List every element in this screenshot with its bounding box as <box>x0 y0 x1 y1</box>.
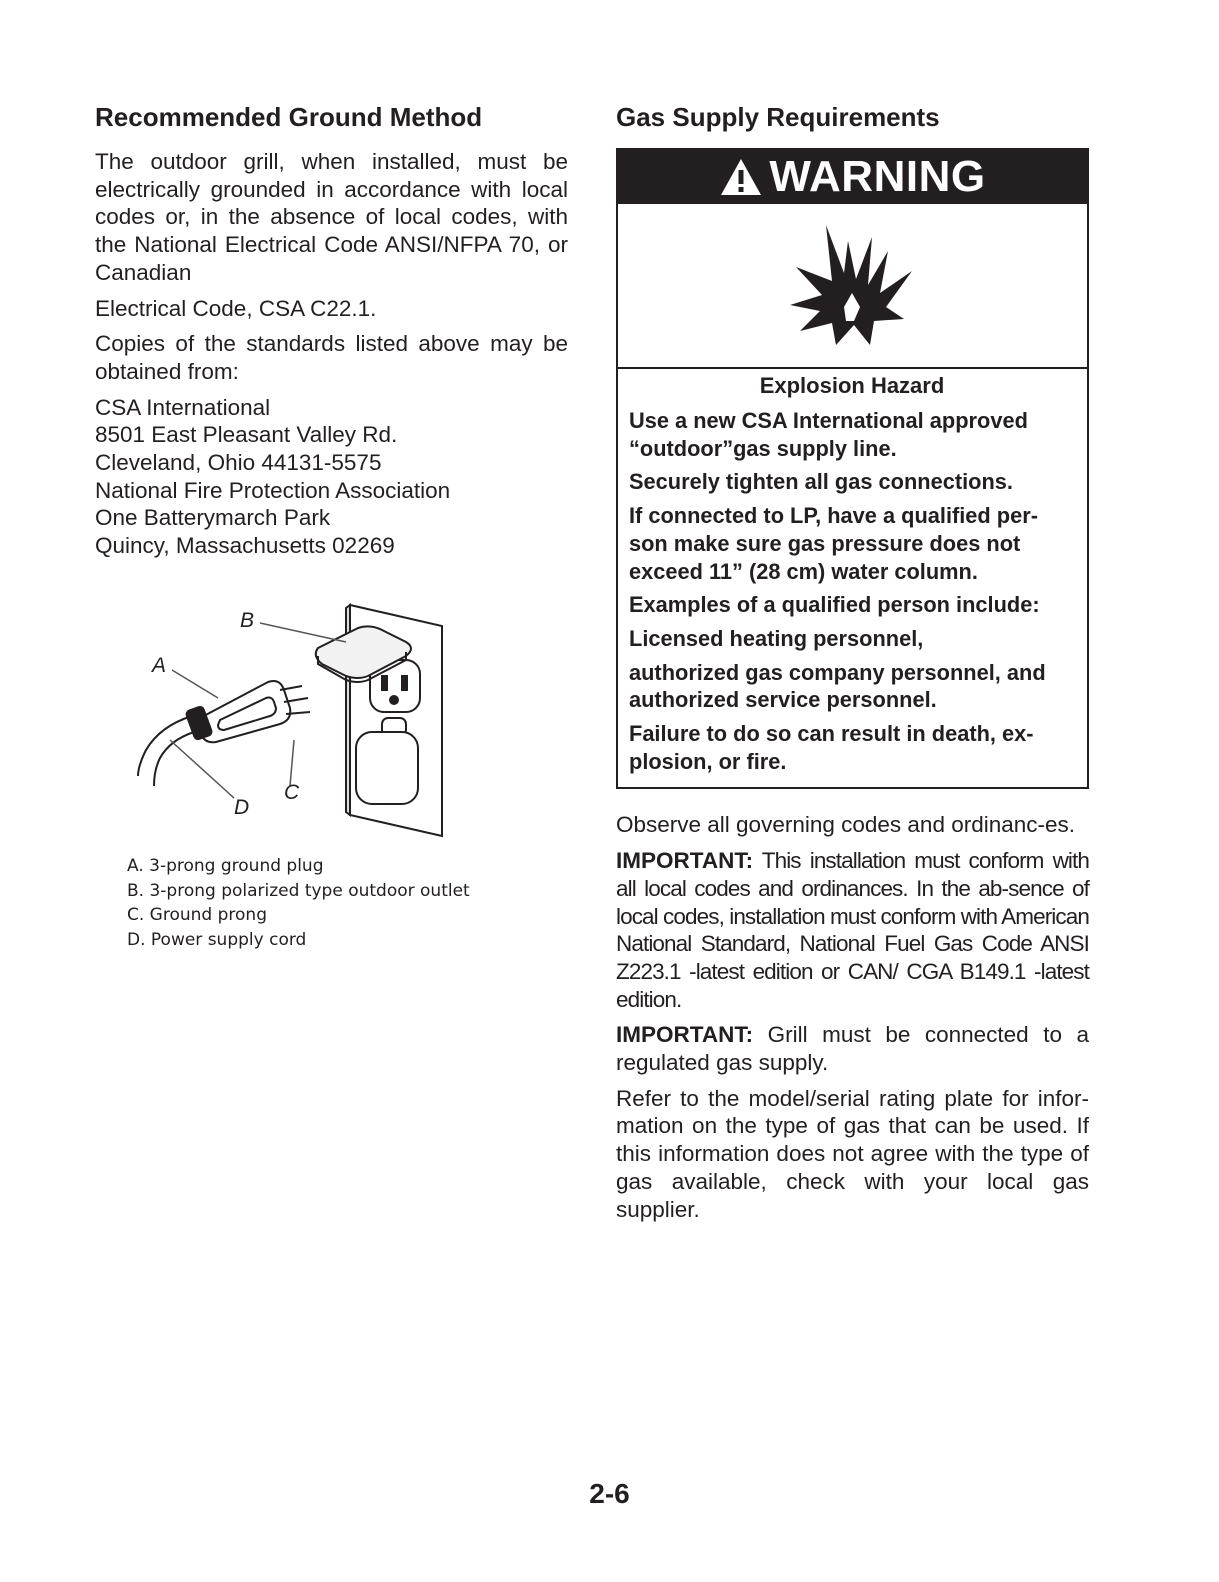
warning-text <box>618 371 1087 787</box>
important-label: IMPORTANT: <box>616 1022 754 1048</box>
observe-codes-para: Observe all governing codes and ordinanc-es. <box>616 812 1076 838</box>
warning-line: If connected to LP, have a qualified per-son make sure gas pressure does not exceed 11” (28 cm) water column. <box>629 503 1038 584</box>
warning-line: Use a new CSA International approved “outdoor”gas supply line. <box>629 408 1028 461</box>
callout-label-a: A <box>152 654 167 677</box>
warning-line: Securely tighten all gas connections. <box>629 469 1013 495</box>
callout-label-b: B <box>240 609 255 632</box>
warning-line: Licensed heating personnel, <box>629 625 924 651</box>
address-line: One Batterymarch Park <box>95 505 331 531</box>
explosion-icon <box>788 221 918 351</box>
power-supply-cord <box>138 716 194 786</box>
gas-supply-heading: Gas Supply Requirements <box>616 102 940 132</box>
ground-para-1: The outdoor grill, when installed, must be electrically grounded in accordance with local codes or, in the absence of local codes, with the National Electrical Code ANSI/NFPA 70, or Canadian <box>95 149 568 285</box>
legend-item: A. 3-prong ground plug <box>127 856 324 876</box>
warning-line: authorized gas company personnel, and authorized service personnel. <box>629 659 1046 713</box>
legend-item: B. 3-prong polarized type outdoor outlet <box>127 880 470 901</box>
address-block <box>95 394 568 560</box>
warning-line: Examples of a qualified person include: <box>629 592 1040 618</box>
callout-label-c: C <box>284 781 300 804</box>
important-text: Grill must be connected to a regulated gas supply. <box>616 1022 1089 1076</box>
plug-outlet-illustration <box>120 590 460 840</box>
address-line: CSA International <box>95 394 271 420</box>
warning-title: WARNING <box>769 152 986 201</box>
figure-legend <box>127 854 470 952</box>
warning-triangle-icon <box>719 157 763 197</box>
left-column <box>95 100 568 560</box>
address-line: National Fire Protection Association <box>95 477 451 503</box>
ground-para-2: Electrical Code, CSA C22.1. <box>95 295 377 321</box>
address-line: Quincy, Massachusetts 02269 <box>95 533 395 559</box>
callout-label-d: D <box>234 796 250 819</box>
page-number: 2-6 <box>589 1478 630 1509</box>
warning-box <box>616 148 1089 789</box>
explosion-symbol <box>618 204 1087 369</box>
warning-line: Failure to do so can result in death, ex-plosion, or fire. <box>629 721 1034 774</box>
legend-item: C. Ground prong <box>127 905 267 925</box>
hazard-title: Explosion Hazard <box>759 373 945 398</box>
important-para-2 <box>616 1021 1089 1076</box>
ground-method-heading: Recommended Ground Method <box>95 102 483 132</box>
warning-header <box>618 150 1087 204</box>
address-line: Cleveland, Ohio 44131-5575 <box>95 450 382 476</box>
important-para-1 <box>616 847 1089 1013</box>
rating-plate-para: Refer to the model/serial rating plate for infor-mation on the type of gas that can be used. If this information does not agree with the type of gas available, check with your local gas supplier. <box>616 1085 1089 1222</box>
ground-para-3: Copies of the standards listed above may be obtained from: <box>95 331 568 384</box>
important-label: IMPORTANT: <box>616 848 754 874</box>
address-line: 8501 East Pleasant Valley Rd. <box>95 422 398 448</box>
important-text: This installation must conform with all local codes and ordinances. In the ab-sence of local codes, installation must conform with American National Standard, National Fuel Gas Code ANSI Z223.1 -latest edition or CAN/ CGA B149.1 -latest edition. <box>616 848 1089 1012</box>
legend-item: D. Power supply cord <box>127 929 307 950</box>
right-column <box>616 100 1089 1231</box>
